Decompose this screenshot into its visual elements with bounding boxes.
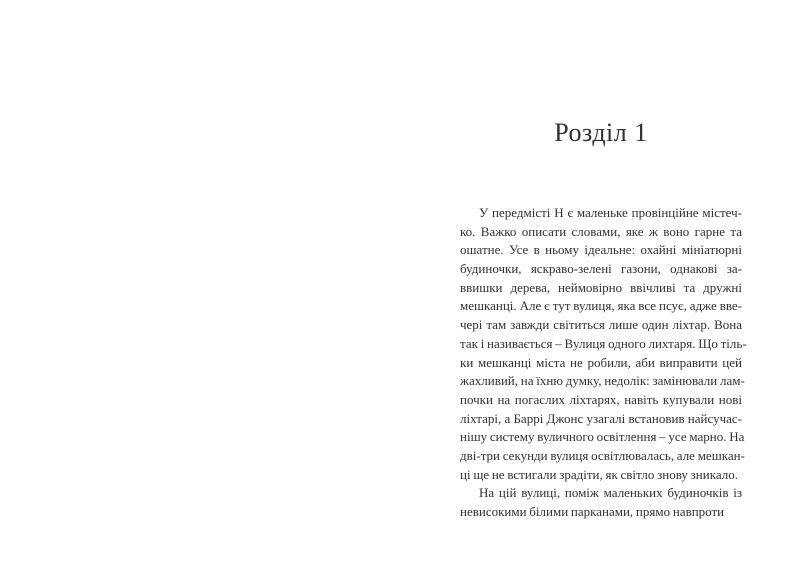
- text-line: почки на погаслих ліхтарях, навіть купували нові: [460, 391, 742, 407]
- text-line: жахливий, на їхню думку, недолік: замінювали лам-: [460, 373, 745, 389]
- page-text: [460, 204, 747, 522]
- chapter-title: Розділ 1: [554, 118, 648, 147]
- text-line: ошатне. Усе в ньому ідеальне: охайні мініатюрні: [460, 242, 742, 258]
- text-line: На цій вулиці, поміж маленьких будиночків із: [479, 485, 742, 501]
- text-line: ці ще не встигали зрадіти, як світло знову зникало.: [460, 466, 738, 482]
- text-line: ввишки дерева, неймовірно ввічливі та дружні: [460, 279, 742, 295]
- text-line: ліхтарі, а Баррі Джонс узагалі встановив найсучас-: [460, 410, 742, 426]
- text-line: невисокими білими парканами, прямо навпроти: [460, 504, 725, 519]
- text-line: так і називається – Вулиця одного лихтаря. Що тіль-: [460, 335, 747, 351]
- text-line: будиночки, яскраво-зелені газони, однакові за-: [460, 261, 742, 277]
- text-line: дві-три секунди вулиця освітлювалась, але мешкан-: [460, 447, 745, 463]
- text-line: ки мешканці міста не робили, аби виправити цей: [460, 354, 742, 370]
- text-line: ко. Важко описати словами, яке ж воно гарне та: [460, 223, 742, 239]
- text-line: мешканці. Але є тут вулиця, яка все псує, адже вве-: [460, 298, 742, 314]
- text-line: нішу систему вуличного освітлення – усе марно. На: [460, 429, 745, 445]
- text-line: чері там завжди світиться лише один ліхтар. Вона: [460, 317, 742, 333]
- text-line: У передмісті Н є маленьке провінційне містеч-: [479, 205, 742, 220]
